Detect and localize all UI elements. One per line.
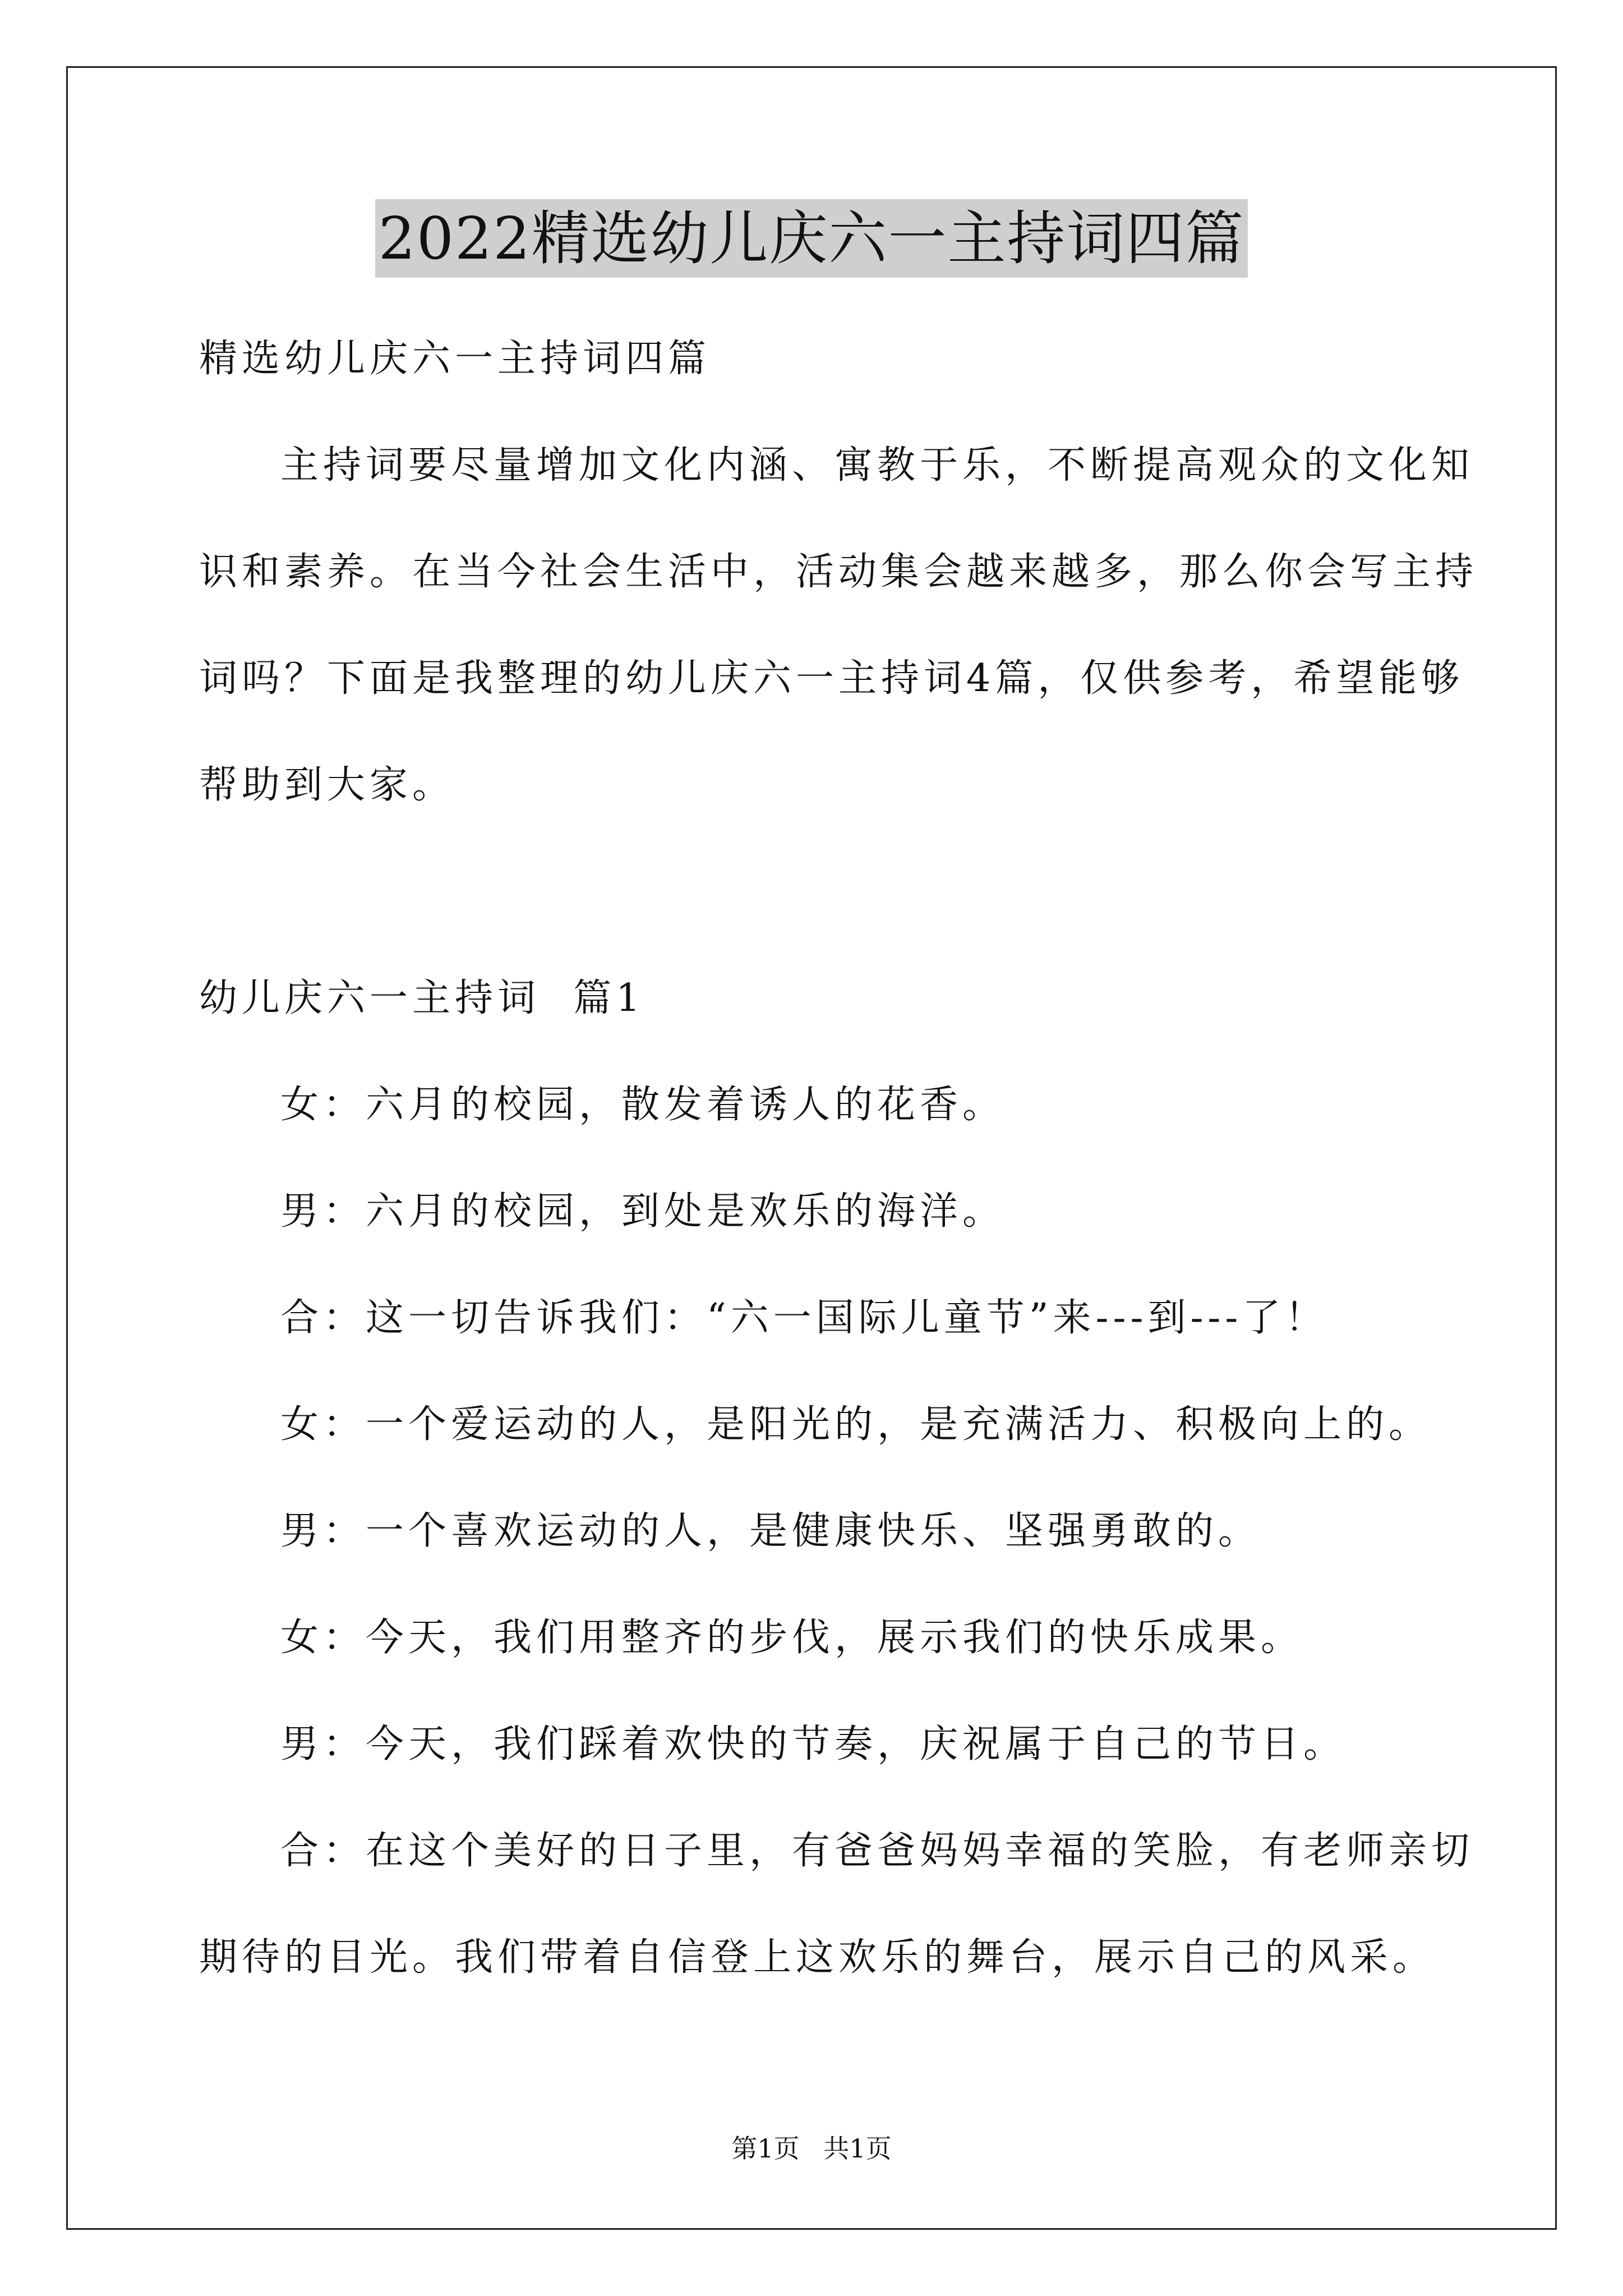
section-spacer [199,839,1427,945]
dialogue-line-7: 男：今天，我们踩着欢快的节奏，庆祝属于自己的节日。 [280,1722,1347,1766]
page-number: 第1页 [731,2133,800,2164]
dialogue-line-2: 男：六月的校园，到处是欢乐的海洋。 [280,1189,1006,1234]
section-heading: 幼儿庆六一主持词 篇1 [199,976,645,1020]
intro-line-3: 词吗？下面是我整理的幼儿庆六一主持词4篇，仅供参考，希望能够 [199,656,1464,701]
title-container [0,199,1623,278]
dialogue-line-3: 合：这一切告诉我们：“六一国际儿童节”来---到---了！ [280,1296,1328,1340]
dialogue-closing-line: 期待的目光。我们带着自信登上这欢乐的舞台，展示自己的风采。 [199,1935,1436,1980]
page-footer [0,2132,1623,2165]
document-subtitle: 精选幼儿庆六一主持词四篇 [199,337,711,381]
intro-line-4: 帮助到大家。 [199,763,455,807]
dialogue-line-1: 女：六月的校园，散发着诱人的花香。 [280,1083,1006,1127]
dialogue-line-4: 女：一个爱运动的人，是阳光的，是充满活力、积极向上的。 [280,1402,1432,1447]
page-title: 2022精选幼儿庆六一主持词四篇 [375,199,1248,278]
dialogue-line-5: 男：一个喜欢运动的人，是健康快乐、坚强勇敢的。 [280,1509,1261,1553]
dialogue-line-8: 合：在这个美好的日子里，有爸爸妈妈幸福的笑脸，有老师亲切 [280,1829,1474,1873]
page-total: 共1页 [823,2133,892,2164]
intro-line-1: 主持词要尽量增加文化内涵、寓教于乐，不断提高观众的文化知 [280,443,1474,487]
intro-line-2: 识和素养。在当今社会生活中，活动集会越来越多，那么你会写主持 [199,550,1478,594]
dialogue-line-6: 女：今天，我们用整齐的步伐，展示我们的快乐成果。 [280,1616,1304,1660]
document-body [199,306,1478,2011]
